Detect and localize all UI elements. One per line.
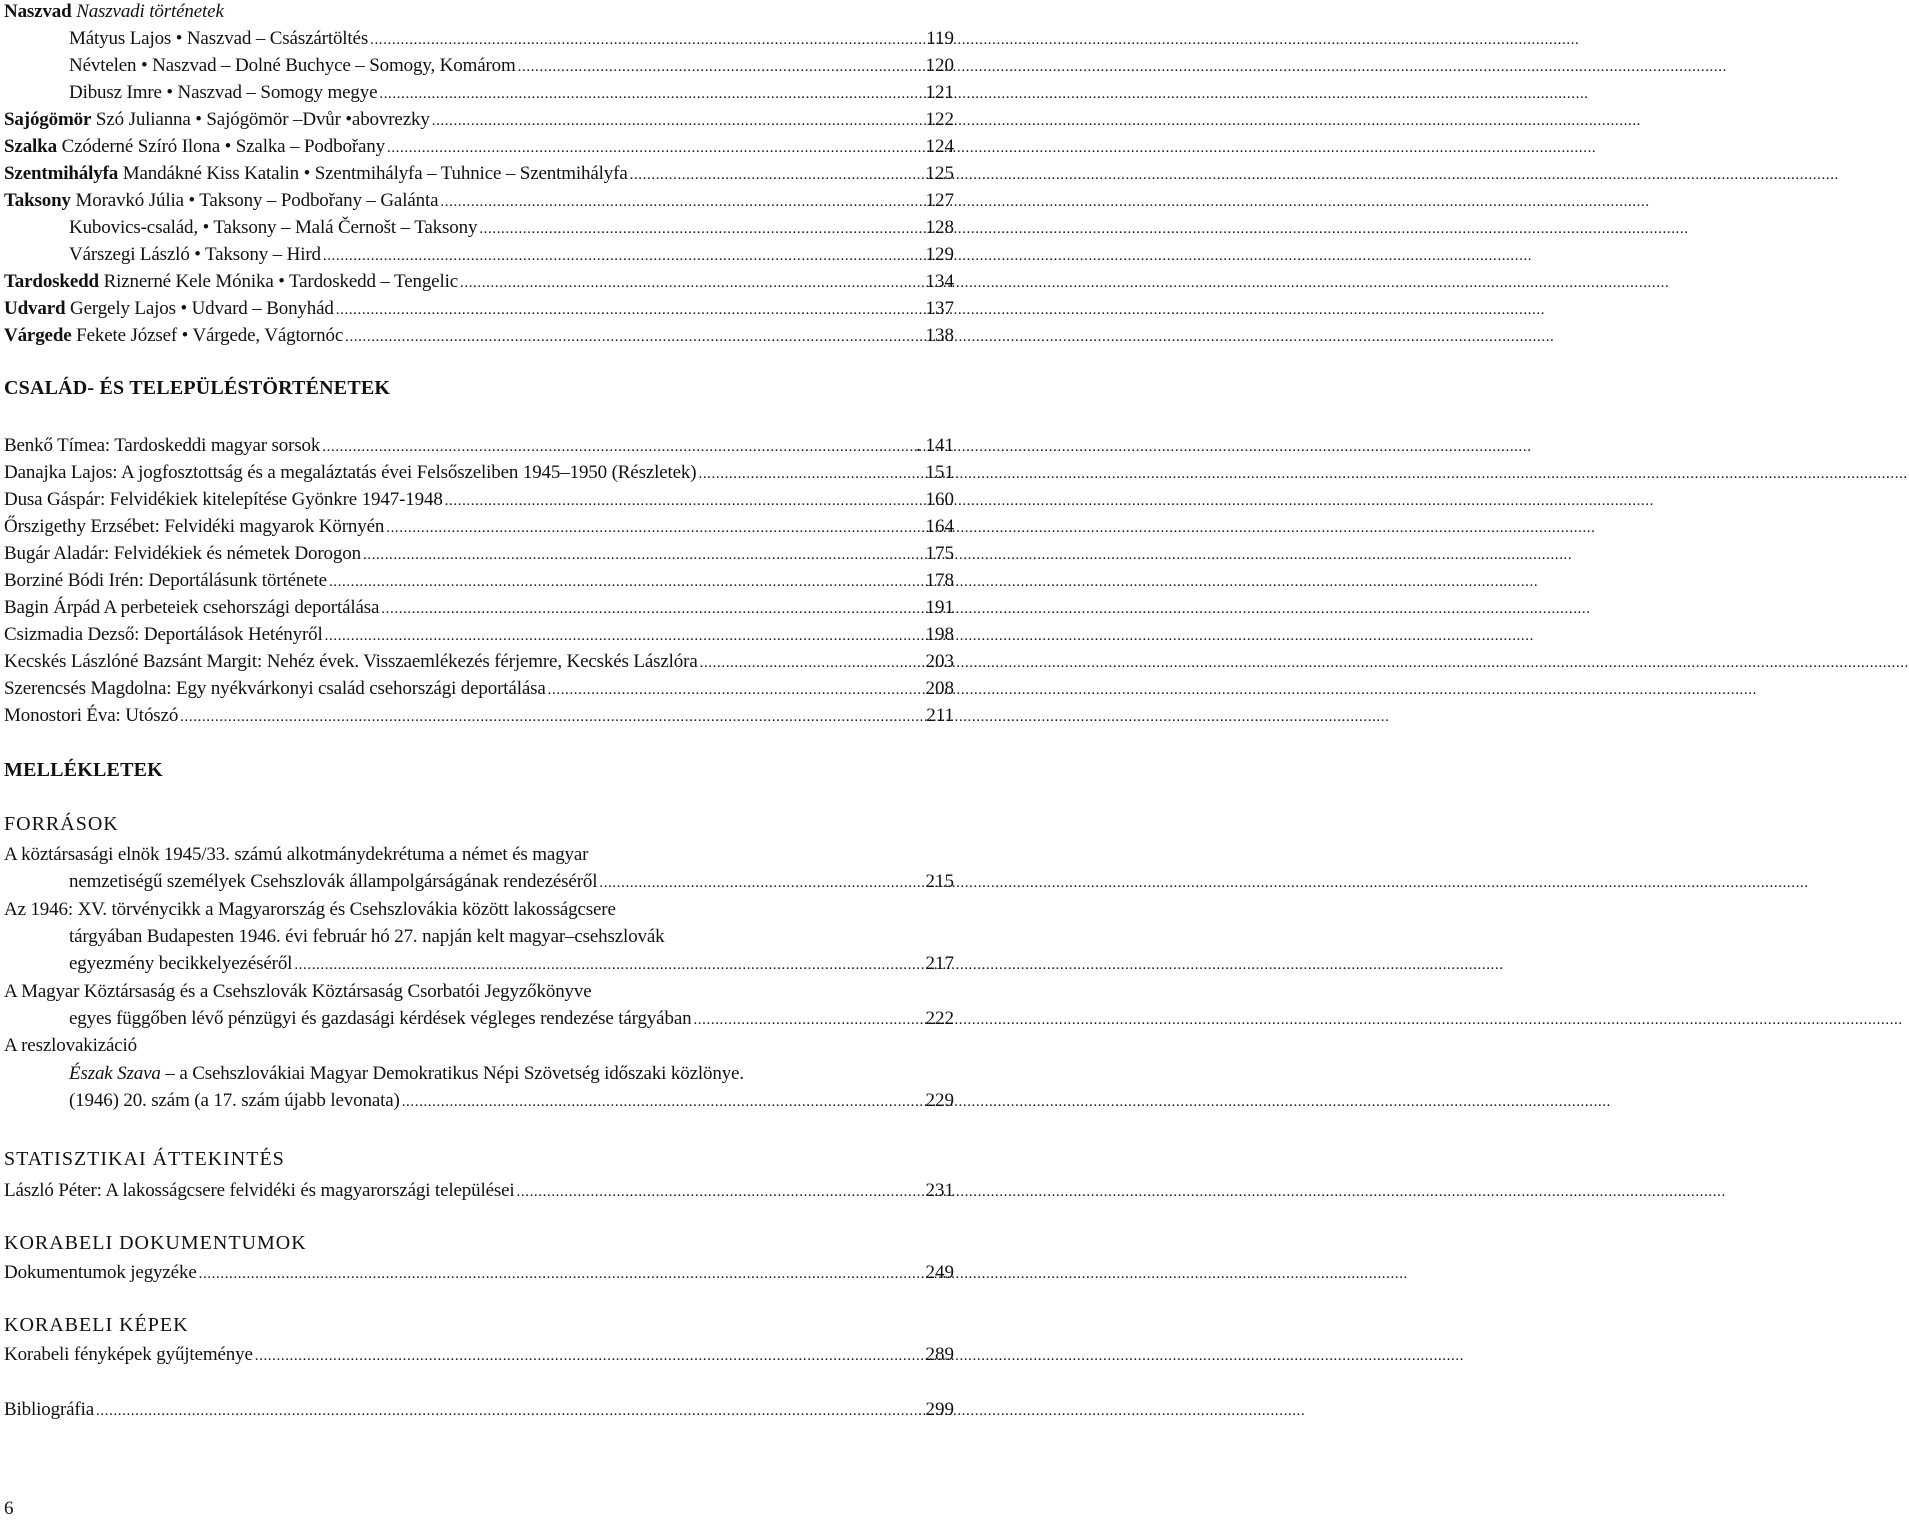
page-ref: 217 <box>925 953 954 974</box>
leader-dots <box>432 108 918 135</box>
page-number: 6 <box>4 1498 14 1519</box>
page-ref: 127 <box>925 190 954 211</box>
toc-entry <box>4 1396 954 1423</box>
entry-title: Bagin Árpád A perbeteiek csehországi deportálása <box>4 597 380 618</box>
toc-entry <box>69 241 954 268</box>
toc-entry <box>4 0 954 25</box>
entry-title: Bugár Aladár: Felvidékiek és németek Dorogon <box>4 543 361 564</box>
page-ref: 121 <box>925 82 954 103</box>
toc-entry <box>4 295 954 322</box>
entry-title: Monostori Éva: Utószó <box>4 705 179 726</box>
entry-title: Mandákné Kiss Katalin • Szentmihályfa – Tuhnice – Szentmihályfa <box>122 163 628 184</box>
place-name: Taksony <box>4 190 71 211</box>
toc-entry <box>4 486 954 513</box>
entry-title: Riznerné Kele Mónika • Tardoskedd – Tengelic <box>103 271 458 292</box>
entry-title: Szerencsés Magdolna: Egy nyékvárkonyi család csehországi deportálása <box>4 678 546 699</box>
leader-dots <box>698 461 918 488</box>
page-ref: 231 <box>925 1180 954 1201</box>
toc-entry <box>4 187 954 214</box>
leader-dots <box>402 1089 918 1116</box>
leader-dots <box>329 569 918 596</box>
toc-entry <box>4 1341 954 1368</box>
entry-title: Kecskés Lászlóné Bazsánt Margit: Nehéz évek. Visszaemlékezés férjemre, Kecskés Lászlóra <box>4 651 698 672</box>
toc-entry <box>4 978 954 1005</box>
entry-title: Fekete József • Várgede, Vágtornóc <box>76 325 344 346</box>
toc-entry <box>69 79 954 106</box>
page-ref: 134 <box>925 271 954 292</box>
entry-title: Benkő Tímea: Tardoskeddi magyar sorsok <box>4 435 321 456</box>
leader-dots <box>96 1398 918 1425</box>
section-heading: KORABELI DOKUMENTUMOK <box>4 1232 307 1254</box>
leader-dots <box>630 162 918 189</box>
toc-entry <box>4 540 954 567</box>
toc-entry <box>4 268 954 295</box>
entry-title: Dokumentumok jegyzéke <box>4 1262 197 1283</box>
page-ref: 138 <box>925 325 954 346</box>
entry-title: Danajka Lajos: A jogfosztottság és a megaláztatás évei Felsőszeliben 1945–1950 (Részletek) <box>4 462 697 483</box>
toc-entry <box>4 648 954 675</box>
entry-title: nemzetiségű személyek Csehszlovák állampolgárságának rendezéséről <box>69 871 598 892</box>
entry-title: Az 1946: XV. törvénycikk a Magyarország és Csehszlovákia között lakosságcsere <box>4 899 616 920</box>
toc-entry <box>69 868 954 895</box>
page-ref: 222 <box>925 1008 954 1029</box>
entry-title: egyezmény becikkelyezéséről <box>69 953 293 974</box>
page-ref: 198 <box>925 624 954 645</box>
entry-title: a Csehszlovákiai Magyar Demokratikus Népi Szövetség időszaki közlönye. <box>179 1063 744 1084</box>
leader-dots <box>599 870 918 897</box>
toc-entry <box>4 160 954 187</box>
entry-title: (1946) 20. szám (a 17. szám újabb levonata) <box>69 1090 400 1111</box>
page-ref: 211 <box>926 705 954 726</box>
toc-entry <box>4 675 954 702</box>
page-ref: 125 <box>925 163 954 184</box>
page-ref: 120 <box>925 55 954 76</box>
place-name: Várgede <box>4 325 72 346</box>
toc-entry <box>4 1177 954 1204</box>
toc-entry <box>69 25 954 52</box>
leader-dots <box>386 515 918 542</box>
page-ref: . 141 <box>916 435 954 456</box>
toc-entry <box>69 950 954 977</box>
leader-dots <box>548 677 918 704</box>
leader-dots <box>294 952 918 979</box>
place-name: Naszvad <box>4 1 72 22</box>
leader-dots <box>381 596 918 623</box>
section-heading: KORABELI KÉPEK <box>4 1314 189 1336</box>
leader-dots <box>700 650 918 677</box>
entry-title: Naszvadi történetek <box>76 1 224 22</box>
leader-dots <box>180 704 918 731</box>
place-name: Szalka <box>4 136 57 157</box>
entry-title: A Magyar Köztársaság és a Csehszlovák Köztársaság Csorbatói Jegyzőkönyve <box>4 981 592 1002</box>
toc-entry <box>69 214 954 241</box>
section-heading: CSALÁD- ÉS TELEPÜLÉSTÖRTÉNETEK <box>4 377 391 399</box>
toc-entry <box>4 702 954 729</box>
leader-dots <box>255 1343 918 1370</box>
page-ref: 249 <box>925 1262 954 1283</box>
leader-dots <box>479 216 918 243</box>
page-ref: 122 <box>925 109 954 130</box>
entry-title: A köztársasági elnök 1945/33. számú alkotmánydekrétuma a német és magyar <box>4 844 589 865</box>
page-ref: 178 <box>925 570 954 591</box>
entry-title-italic: Észak Szava – <box>69 1063 180 1084</box>
toc-entry <box>4 1032 954 1059</box>
leader-dots <box>323 243 918 270</box>
page-ref: 215 <box>925 871 954 892</box>
section-heading: FORRÁSOK <box>4 813 119 835</box>
entry-title: Szó Julianna • Sajógömör –Dvůr •abovrezky <box>95 109 430 130</box>
toc-entry <box>4 513 954 540</box>
entry-title: Bibliográfia <box>4 1399 95 1420</box>
page-ref: 128 <box>925 217 954 238</box>
page-ref: 160 <box>925 489 954 510</box>
entry-title: Őrszigethy Erzsébet: Felvidéki magyarok Környén <box>4 516 385 537</box>
entry-title: Korabeli fényképek gyűjteménye <box>4 1344 253 1365</box>
entry-title: László Péter: A lakosságcsere felvidéki és magyarországi települései <box>4 1180 515 1201</box>
toc-entry <box>4 459 954 486</box>
entry-title: Borziné Bódi Irén: Deportálásunk története <box>4 570 327 591</box>
leader-dots <box>199 1261 918 1288</box>
page-ref: 208 <box>925 678 954 699</box>
place-name: Udvard <box>4 298 66 319</box>
entry-title: Várszegi László • Taksony – Hird <box>69 244 321 265</box>
page-ref: 175 <box>925 543 954 564</box>
entry-title: egyes függőben lévő pénzügyi és gazdasági kérdések végleges rendezése tárgyában <box>69 1008 692 1029</box>
leader-dots <box>345 324 918 351</box>
page-ref: 299 <box>925 1399 954 1420</box>
entry-title: Czóderné Szíró Ilona • Szalka – Podbořany <box>61 136 385 157</box>
toc-entry <box>4 322 954 349</box>
toc-entry <box>4 432 954 459</box>
toc-entry <box>69 52 954 79</box>
leader-dots <box>363 542 918 569</box>
leader-dots <box>518 54 918 81</box>
place-name: Sajógömör <box>4 109 92 130</box>
place-name: Szentmihályfa <box>4 163 119 184</box>
toc-entry <box>4 567 954 594</box>
leader-dots <box>517 1179 918 1206</box>
page-ref: 289 <box>925 1344 954 1365</box>
page-ref: 119 <box>926 28 954 49</box>
page-ref: 137 <box>925 298 954 319</box>
page-ref: 203 <box>925 651 954 672</box>
leader-dots <box>379 81 918 108</box>
entry-title: Dusa Gáspár: Felvidékiek kitelepítése Gyönkre 1947-1948 <box>4 489 443 510</box>
entry-title: Mátyus Lajos • Naszvad – Császártöltés <box>69 28 369 49</box>
toc-entry <box>4 621 954 648</box>
section-heading: MELLÉKLETEK <box>4 759 163 781</box>
toc-entry <box>69 1005 954 1032</box>
page-ref: 164 <box>925 516 954 537</box>
entry-title: Dibusz Imre • Naszvad – Somogy megye <box>69 82 378 103</box>
toc-entry <box>69 1060 954 1087</box>
place-name: Tardoskedd <box>4 271 99 292</box>
leader-dots <box>440 189 918 216</box>
toc-entry <box>69 923 954 950</box>
section-heading: STATISZTIKAI ÁTTEKINTÉS <box>4 1148 285 1170</box>
toc-entry <box>4 841 954 868</box>
page-ref: 129 <box>925 244 954 265</box>
entry-title: Moravkó Júlia • Taksony – Podbořany – Galánta <box>75 190 439 211</box>
leader-dots <box>325 623 918 650</box>
toc-entry <box>69 1087 954 1114</box>
page-ref: 191 <box>925 597 954 618</box>
entry-title: tárgyában Budapesten 1946. évi február hó 27. napján kelt magyar–csehszlovák <box>69 926 665 947</box>
entry-title: A reszlovakizáció <box>4 1035 138 1056</box>
entry-title: Gergely Lajos • Udvard – Bonyhád <box>70 298 334 319</box>
toc-entry <box>4 896 954 923</box>
toc-entry <box>4 133 954 160</box>
leader-dots <box>336 297 918 324</box>
page-ref: 229 <box>925 1090 954 1111</box>
entry-title: Névtelen • Naszvad – Dolné Buchyce – Somogy, Komárom <box>69 55 516 76</box>
toc-entry <box>4 1259 954 1286</box>
leader-dots <box>387 135 918 162</box>
leader-dots <box>693 1007 918 1034</box>
page-ref: 124 <box>925 136 954 157</box>
leader-dots <box>445 488 918 515</box>
leader-dots <box>460 270 918 297</box>
toc-entry <box>4 594 954 621</box>
leader-dots <box>322 434 912 461</box>
entry-title: Csizmadia Dezső: Deportálások Hetényről <box>4 624 323 645</box>
entry-title: Kubovics-család, • Taksony – Malá Černošt – Taksony <box>69 217 478 238</box>
leader-dots <box>370 27 918 54</box>
page-ref: 151 <box>925 462 954 483</box>
toc-entry <box>4 106 954 133</box>
